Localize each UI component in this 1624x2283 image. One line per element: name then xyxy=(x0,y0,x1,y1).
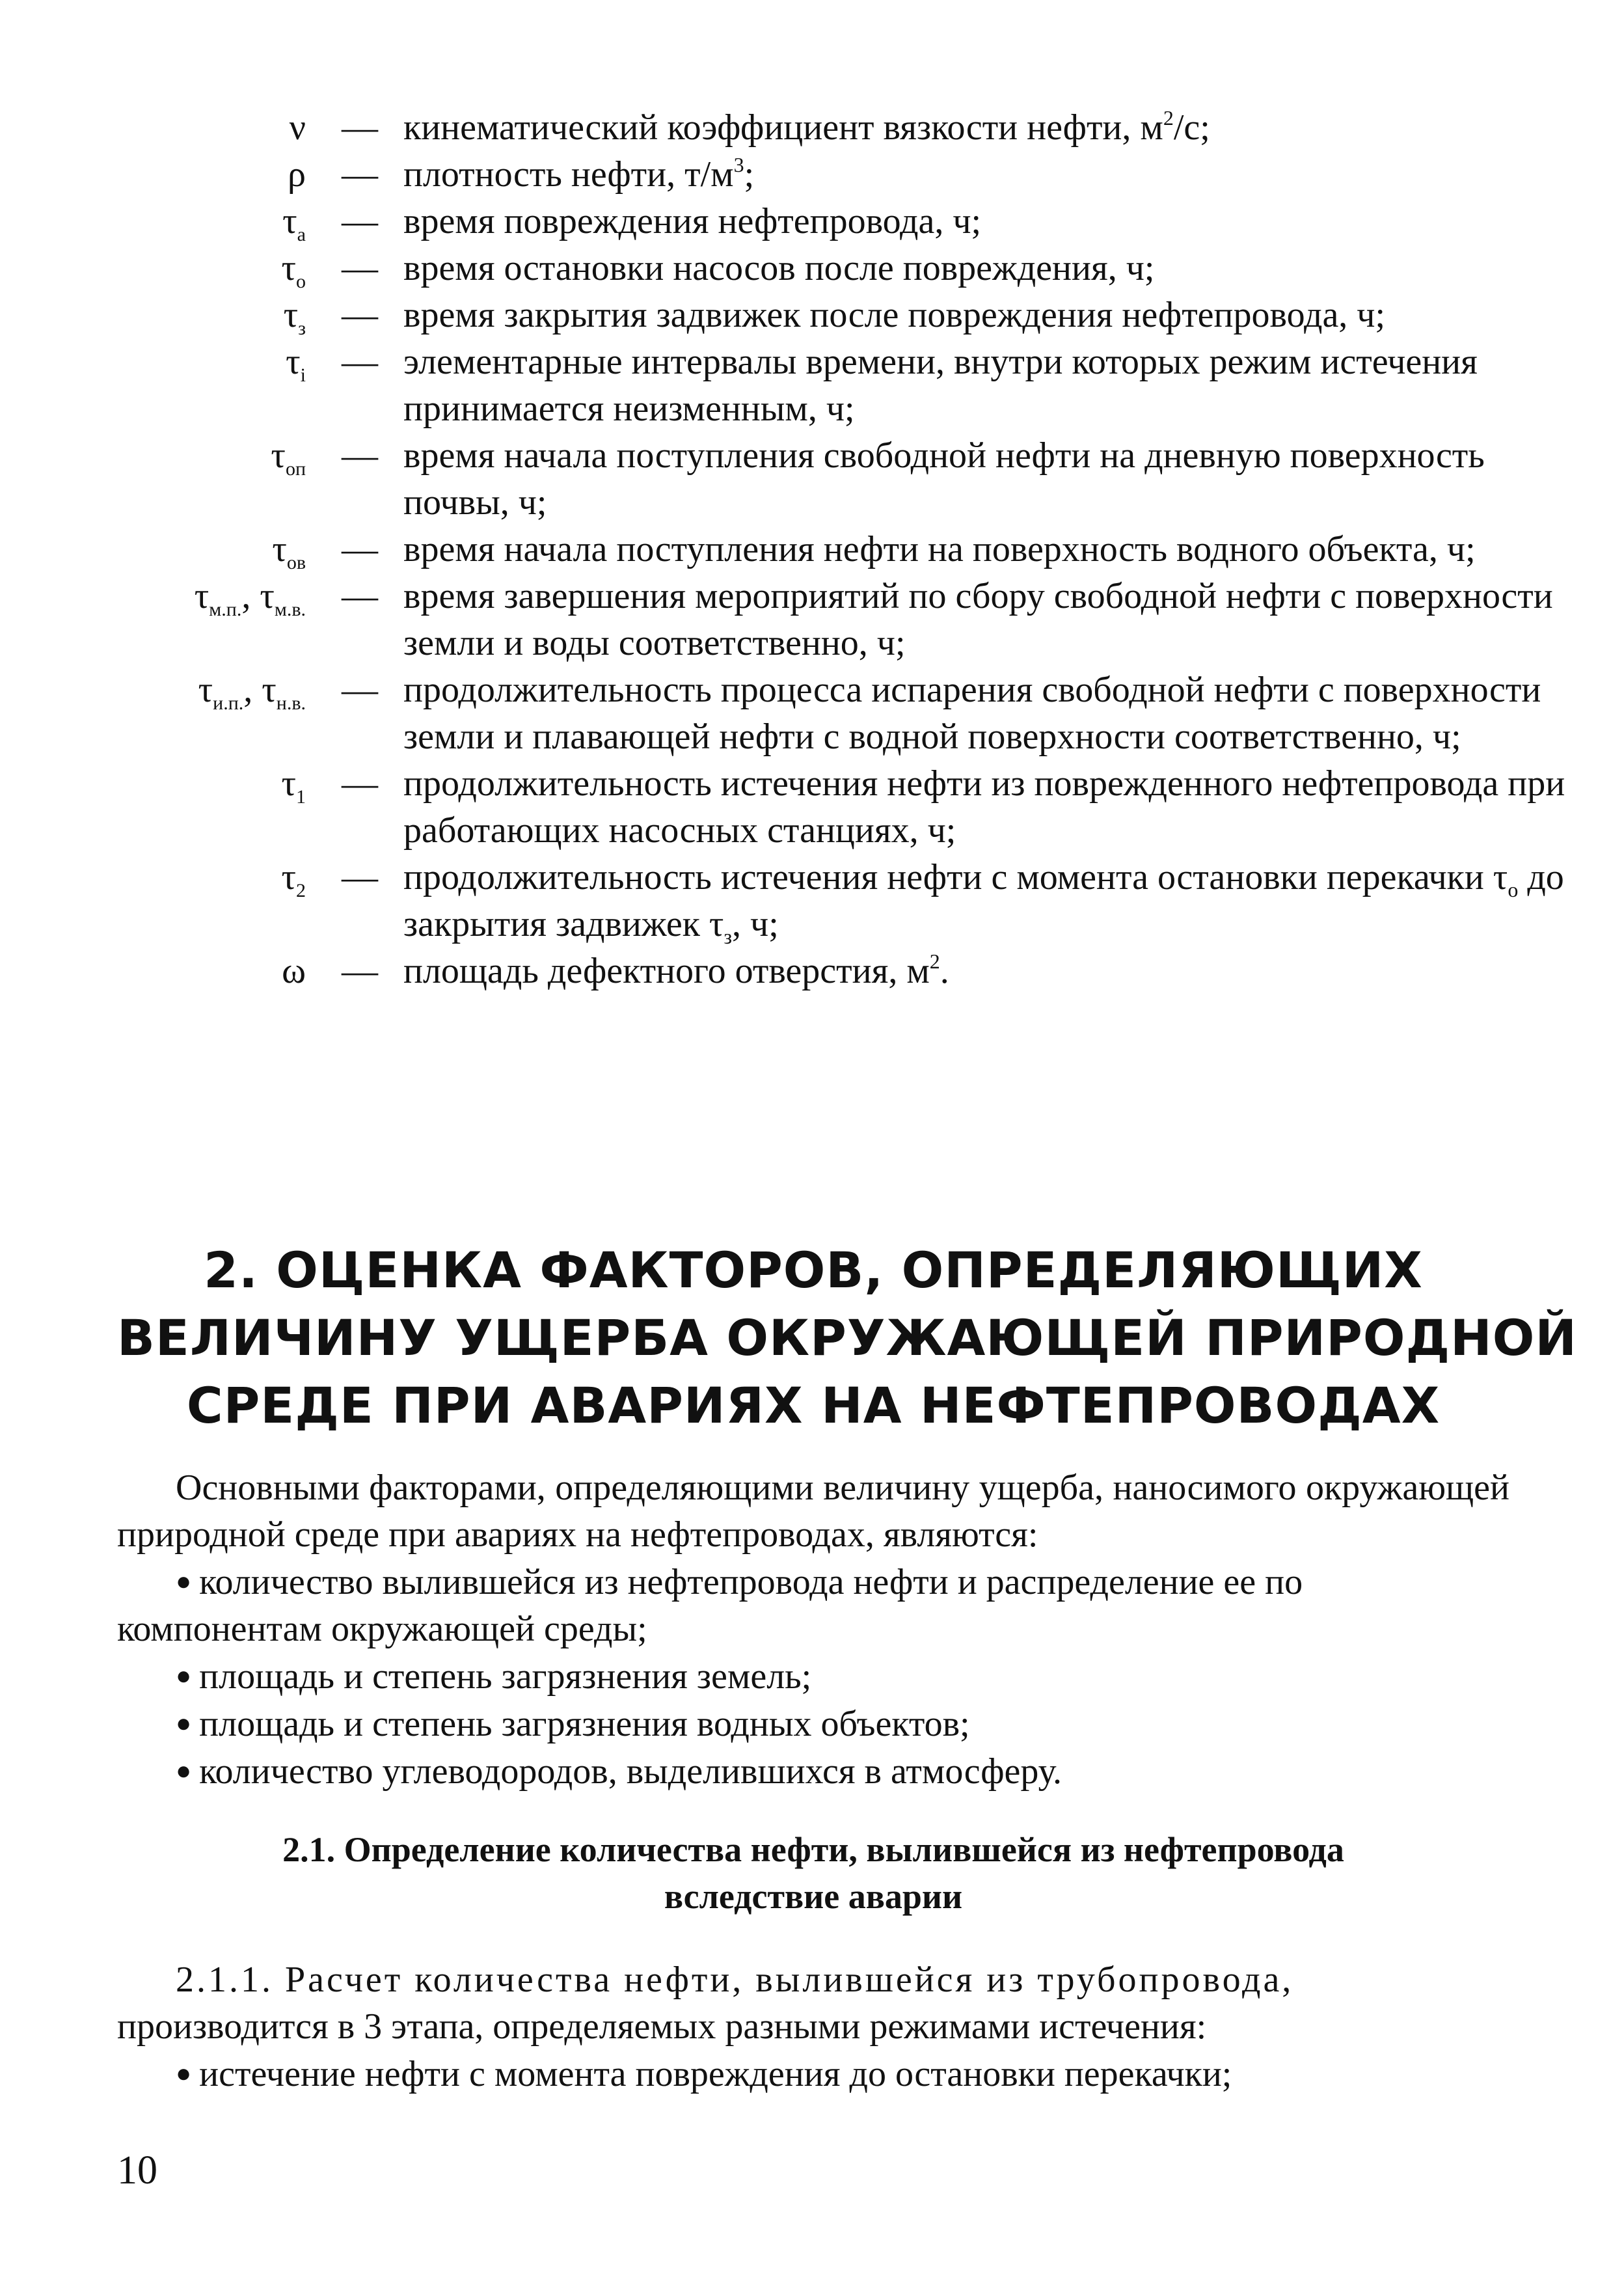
definition-item xyxy=(117,760,1565,854)
bullet-icon: ● xyxy=(176,1566,192,1596)
definition-item xyxy=(117,573,1553,666)
definition-symbol: $\tau_{и.п.}$, $\tau_{н.в.}$ xyxy=(198,670,306,714)
list-item: ● площадь и степень загрязнения земель; xyxy=(176,1656,812,1697)
bullet-icon: ● xyxy=(176,2058,192,2088)
section-heading-line: 2. ОЦЕНКА ФАКТОРОВ, ОПРЕДЕЛЯЮЩИХ xyxy=(204,1241,1423,1299)
section-heading xyxy=(117,1237,1577,1440)
definition-dash: — xyxy=(342,951,378,991)
section-body xyxy=(117,1464,1509,2098)
definition-dash: — xyxy=(342,342,378,382)
definition-symbol: $\tau_о$ xyxy=(281,248,306,292)
bullet-icon: ● xyxy=(176,1756,192,1785)
subsection-heading: 2.1. Определение количества нефти, вылившейся из нефтепровода вследствие аварии xyxy=(282,1830,1344,1916)
page-number: 10 xyxy=(117,2148,157,2193)
definition-symbol: $\tau_{ов}$ xyxy=(272,529,306,573)
section-heading-line: ВЕЛИЧИНУ УЩЕРБА ОКРУЖАЮЩЕЙ ПРИРОДНОЙ xyxy=(117,1309,1577,1367)
definition-item xyxy=(117,338,1483,432)
definition-dash: — xyxy=(342,529,378,569)
definition-text: продолжительность процесса испарения свободной нефти с поверхности земли и плавающей нефти с водной поверхности соответственно, ч; xyxy=(403,670,1541,757)
list-item: ● истечение нефти с момента повреждения до остановки перекачки; xyxy=(176,2054,1232,2094)
definition-dash: — xyxy=(342,201,378,241)
definition-item xyxy=(117,198,1483,245)
list-item: ● количество углеводородов, выделившихся в атмосферу. xyxy=(176,1751,1062,1792)
definition-item xyxy=(117,292,1483,338)
definition-item xyxy=(117,526,1483,573)
definition-dash: — xyxy=(342,248,378,288)
definition-text: время начала поступления нефти на поверхность водного объекта, ч; xyxy=(403,529,1476,569)
definition-text: время повреждения нефтепровода, ч; xyxy=(403,201,982,241)
definitions-list xyxy=(117,104,1565,994)
list-item: ● количество вылившейся из нефтепровода нефти и распределение ее по компонентам окружающей среды; xyxy=(117,1562,1303,1649)
definition-item xyxy=(117,104,1483,151)
definition-symbol: $\tau_i$ xyxy=(286,342,306,386)
definition-dash: — xyxy=(342,670,378,710)
definition-symbol: ν xyxy=(289,107,306,148)
definition-text: продолжительность истечения нефти из поврежденного нефтепровода при работающих насосных станциях, ч; xyxy=(403,763,1565,851)
definition-item xyxy=(117,948,1483,994)
definition-text: плотность нефти, $т/м^3$; xyxy=(403,153,755,195)
definition-dash: — xyxy=(342,435,378,476)
definition-dash: — xyxy=(342,154,378,195)
definition-symbol: ω xyxy=(282,951,306,991)
definition-text: кинематический коэффициент вязкости нефти, $м^2/с$; xyxy=(403,106,1210,148)
definition-dash: — xyxy=(342,295,378,335)
definition-text: продолжительность истечения нефти с момента остановки перекачки $\tau_о$ до закрытия задвижек $\tau_з$, ч; xyxy=(403,857,1564,948)
definition-item xyxy=(117,854,1564,948)
definition-dash: — xyxy=(342,576,378,616)
bullet-icon: ● xyxy=(176,1661,192,1690)
definition-symbol: $\tau_{оп}$ xyxy=(271,435,306,480)
bullet-icon: ● xyxy=(176,1708,192,1738)
intro-paragraph: Основными факторами, определяющими величину ущерба, наносимого окружающей природной среде при авариях на нефтепроводах, являются: xyxy=(117,1468,1509,1555)
definition-symbol: $\tau_а$ xyxy=(282,201,306,245)
calc-paragraph: 2.1.1. Расчет количества нефти, вылившейся из трубопровода, производится в 3 этапа, определяемых разными режимами истечения: xyxy=(117,1960,1294,2047)
definition-symbol: ρ xyxy=(288,154,306,195)
definition-item xyxy=(117,666,1541,760)
section-heading-line: СРЕДЕ ПРИ АВАРИЯХ НА НЕФТЕПРОВОДАХ xyxy=(186,1376,1441,1434)
list-item: ● площадь и степень загрязнения водных объектов; xyxy=(176,1704,970,1744)
definition-text: время завершения мероприятий по сбору свободной нефти с поверхности земли и воды соответственно, ч; xyxy=(403,576,1553,663)
definition-dash: — xyxy=(342,763,378,804)
definition-text: время остановки насосов после повреждения, ч; xyxy=(403,248,1155,288)
definition-symbol: $\tau_1$ xyxy=(281,763,306,808)
definition-text: время начала поступления свободной нефти на дневную поверхность почвы, ч; xyxy=(403,435,1485,523)
definition-dash: — xyxy=(342,107,378,148)
definition-item xyxy=(117,245,1483,292)
definition-symbol: $\tau_2$ xyxy=(281,857,306,901)
definition-text: время закрытия задвижек после повреждения нефтепровода, ч; xyxy=(403,295,1386,335)
definition-item xyxy=(117,151,1483,198)
definition-text: элементарные интервалы времени, внутри которых режим истечения принимается неизменным, ч; xyxy=(403,342,1478,429)
definition-symbol: $\tau_з$ xyxy=(283,295,306,339)
definition-dash: — xyxy=(342,857,378,897)
definition-text: площадь дефектного отверстия, $м^2$. xyxy=(403,950,949,991)
definition-item xyxy=(117,432,1483,526)
definition-symbol: $\tau_{м.п.}$, $\tau_{м.в.}$ xyxy=(194,576,306,620)
